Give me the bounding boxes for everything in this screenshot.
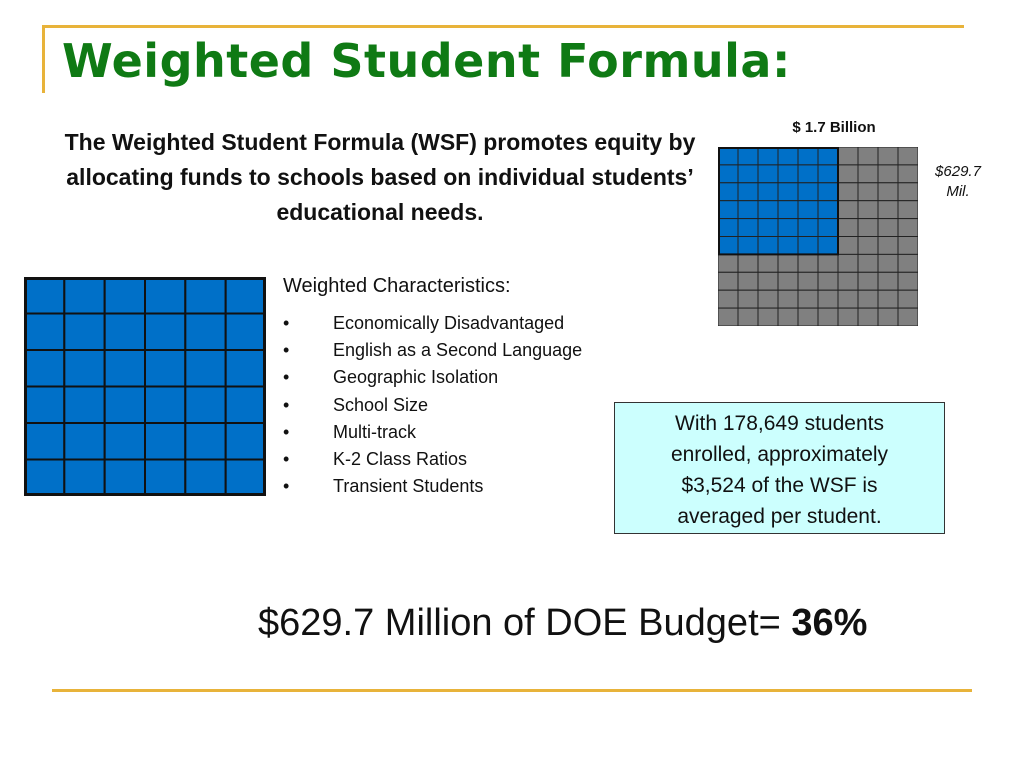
grid-cell: [838, 290, 858, 308]
grid-cell: [778, 254, 798, 272]
grid-cell: [798, 219, 818, 237]
grid-cell: [758, 219, 778, 237]
grid-cell: [818, 147, 838, 165]
grid-cell: [778, 201, 798, 219]
grid-cell: [898, 308, 918, 326]
grid-cell: [64, 350, 104, 387]
grid-cell: [24, 387, 64, 424]
characteristics-title: Weighted Characteristics:: [283, 275, 511, 297]
grid-cell: [718, 272, 738, 290]
grid-cell: [718, 237, 738, 255]
grid-cell: [738, 308, 758, 326]
item-label: Geographic Isolation: [333, 367, 499, 388]
grid-cell: [64, 387, 104, 424]
grid-cell: [898, 272, 918, 290]
callout-line: averaged per student.: [677, 505, 882, 528]
grid-cell: [24, 277, 64, 314]
grid-cell: [798, 165, 818, 183]
bullet: •: [283, 448, 290, 469]
grid-cell: [64, 314, 104, 351]
grid-cell: [185, 277, 225, 314]
grid-cell: [145, 277, 185, 314]
grid-cell: [778, 290, 798, 308]
grid-cell: [838, 147, 858, 165]
grid-cell: [738, 201, 758, 219]
grid-cell: [858, 308, 878, 326]
intro-text: The Weighted Student Formula (WSF) promotes equity by allocating funds to schools based on individual students’ educational needs.: [64, 129, 696, 225]
grid-cell: [105, 423, 145, 460]
grid-cell: [185, 314, 225, 351]
grid-cell: [24, 460, 64, 497]
grid-cell: [226, 277, 266, 314]
grid-cell: [898, 183, 918, 201]
grid-cell: [778, 308, 798, 326]
grid-cell: [878, 237, 898, 255]
grid-cell: [145, 387, 185, 424]
bullet: •: [283, 313, 290, 333]
grid-cell: [738, 219, 758, 237]
grid-cell: [818, 290, 838, 308]
wsf-amount-line1: $629.7: [935, 163, 981, 180]
per-student-callout: [614, 402, 945, 534]
grid-cell: [818, 237, 838, 255]
bullet: •: [283, 476, 290, 497]
item-label: School Size: [333, 394, 429, 415]
grid-cell: [898, 165, 918, 183]
grid-cell: [758, 183, 778, 201]
grid-cell: [898, 201, 918, 219]
grid-cell: [778, 219, 798, 237]
grid-cell: [818, 254, 838, 272]
grid-cell: [818, 272, 838, 290]
grid-cell: [898, 254, 918, 272]
grid-cell: [758, 147, 778, 165]
grid-cell: [818, 201, 838, 219]
grid-cell: [818, 308, 838, 326]
grid-cell: [858, 165, 878, 183]
grid-cell: [758, 272, 778, 290]
wsf-amount-line2: Mil.: [946, 183, 970, 200]
grid-cell: [798, 237, 818, 255]
grid-cell: [818, 165, 838, 183]
grid-cell: [64, 423, 104, 460]
grid-cell: [778, 183, 798, 201]
callout-line: $3,524 of the WSF is: [681, 474, 878, 497]
grid-cell: [185, 350, 225, 387]
grid-cell: [818, 183, 838, 201]
budget-share-statement: [258, 602, 867, 645]
grid-cell: [838, 165, 858, 183]
list-item: [283, 366, 582, 393]
list-item: [283, 475, 582, 502]
grid-cell: [778, 237, 798, 255]
item-label: English as a Second Language: [333, 340, 583, 361]
grid-cell: [64, 277, 104, 314]
grid-cell: [145, 423, 185, 460]
grid-cell: [24, 314, 64, 351]
grid-cell: [798, 183, 818, 201]
grid-cell: [898, 219, 918, 237]
grid-cell: [758, 254, 778, 272]
grid-cell: [24, 350, 64, 387]
callout-line: enrolled, approximately: [670, 443, 889, 466]
slide-title: Weighted Student Formula:: [62, 34, 791, 88]
total-budget-grid: [718, 147, 918, 326]
list-item: [283, 421, 582, 448]
grid-cell: [838, 201, 858, 219]
grid-cell: [718, 183, 738, 201]
grid-cell: [838, 254, 858, 272]
grid-cell: [738, 183, 758, 201]
bottom-accent-line: [52, 689, 972, 692]
grid-cell: [738, 147, 758, 165]
item-label: K-2 Class Ratios: [333, 448, 468, 469]
list-item: [283, 339, 582, 366]
bullet: •: [283, 394, 290, 415]
grid-cell: [24, 423, 64, 460]
grid-cell: [145, 460, 185, 497]
grid-cell: [878, 290, 898, 308]
grid-cell: [878, 201, 898, 219]
grid-cell: [878, 254, 898, 272]
list-item: [283, 312, 582, 339]
grid-cell: [64, 460, 104, 497]
grid-cell: [798, 201, 818, 219]
grid-cell: [758, 201, 778, 219]
grid-cell: [105, 314, 145, 351]
grid-cell: [898, 237, 918, 255]
grid-cell: [798, 147, 818, 165]
callout-line: With 178,649 students: [675, 412, 884, 435]
grid-cell: [858, 183, 878, 201]
grid-cell: [818, 219, 838, 237]
grid-cell: [738, 237, 758, 255]
item-label: Economically Disadvantaged: [333, 313, 565, 333]
grid-cell: [838, 183, 858, 201]
grid-cell: [226, 387, 266, 424]
characteristics-list: [283, 312, 582, 502]
grid-cell: [778, 147, 798, 165]
grid-cell: [778, 272, 798, 290]
grid-cell: [898, 147, 918, 165]
grid-cell: [758, 308, 778, 326]
grid-cell: [738, 254, 758, 272]
grid-cell: [758, 165, 778, 183]
bullet: •: [283, 367, 290, 388]
grid-cell: [798, 308, 818, 326]
grid-cell: [105, 387, 145, 424]
grid-cell: [185, 460, 225, 497]
grid-cell: [226, 350, 266, 387]
grid-cell: [858, 254, 878, 272]
grid-cell: [878, 272, 898, 290]
grid-cell: [878, 308, 898, 326]
grid-cell: [226, 423, 266, 460]
bullet: •: [283, 421, 290, 442]
item-label: Multi-track: [333, 421, 417, 442]
grid-cell: [718, 219, 738, 237]
list-item: [283, 394, 582, 421]
budget-share-text: $629.7 Million of DOE Budget=: [258, 602, 792, 644]
grid-cell: [758, 290, 778, 308]
wsf-grid: [24, 277, 266, 496]
grid-cell: [838, 272, 858, 290]
grid-cell: [718, 165, 738, 183]
grid-cell: [105, 277, 145, 314]
grid-cell: [738, 272, 758, 290]
grid-cell: [105, 460, 145, 497]
grid-cell: [898, 290, 918, 308]
list-item: [283, 448, 582, 475]
grid-cell: [878, 165, 898, 183]
grid-cell: [718, 308, 738, 326]
item-label: Transient Students: [333, 476, 484, 497]
grid-cell: [226, 460, 266, 497]
grid-cell: [858, 147, 878, 165]
budget-share-percent: 36%: [791, 602, 868, 644]
grid-cell: [858, 237, 878, 255]
grid-cell: [838, 219, 858, 237]
bullet: •: [283, 340, 290, 361]
grid-cell: [145, 350, 185, 387]
grid-cell: [838, 308, 858, 326]
wsf-amount-label: [918, 162, 998, 202]
grid-cell: [778, 165, 798, 183]
grid-cell: [185, 423, 225, 460]
grid-cell: [858, 272, 878, 290]
total-budget-caption: $ 1.7 Billion: [792, 119, 876, 136]
grid-cell: [718, 290, 738, 308]
grid-cell: [798, 272, 818, 290]
grid-cell: [798, 290, 818, 308]
grid-cell: [878, 219, 898, 237]
grid-cell: [858, 201, 878, 219]
grid-cell: [738, 165, 758, 183]
grid-cell: [878, 147, 898, 165]
grid-cell: [105, 350, 145, 387]
grid-cell: [858, 219, 878, 237]
grid-cell: [838, 237, 858, 255]
grid-cell: [718, 147, 738, 165]
grid-cell: [145, 314, 185, 351]
grid-cell: [878, 183, 898, 201]
grid-cell: [718, 201, 738, 219]
top-accent-line: [42, 25, 964, 28]
grid-cell: [226, 314, 266, 351]
grid-cell: [858, 290, 878, 308]
left-accent-line: [42, 25, 45, 93]
grid-cell: [738, 290, 758, 308]
grid-cell: [798, 254, 818, 272]
grid-cell: [185, 387, 225, 424]
grid-cell: [758, 237, 778, 255]
grid-cell: [718, 254, 738, 272]
